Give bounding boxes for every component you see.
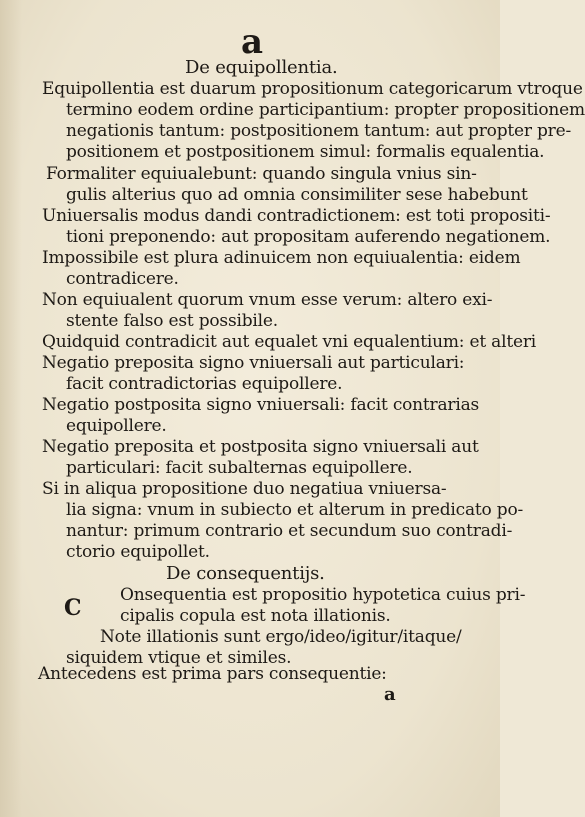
signature-mark: a: [240, 22, 264, 62]
text-line: Si in aliqua propositione duo negatiua vniuersa-: [42, 479, 447, 499]
page-gutter-shadow: [0, 0, 22, 817]
text-line: stente falso est possibile.: [66, 311, 278, 331]
text-line: Formaliter equiualebunt: quando singula vnius sin-: [46, 164, 477, 184]
text-line: Uniuersalis modus dandi contradictionem: est toti propositi-: [42, 206, 551, 226]
text-line: facit contradictorias equipollere.: [66, 374, 343, 394]
text-line: lia signa: vnum in subiecto et alterum in predicato po-: [66, 500, 524, 520]
text-line: Quidquid contradicit aut equalet vni equalentium: et alteri: [42, 332, 537, 352]
text-line: ctorio equipollet.: [66, 542, 210, 562]
text-line: Impossibile est plura adinuicem non equiualentia: eidem: [42, 248, 521, 268]
text-line: Negatio preposita signo vniuersali aut particulari:: [42, 353, 465, 373]
text-line: cipalis copula est nota illationis.: [120, 606, 391, 626]
footer-mark: a: [384, 684, 396, 705]
text-line: tioni preponendo: aut propositam auferendo negationem.: [66, 227, 551, 247]
text-line: particulari: facit subalternas equipollere.: [66, 458, 413, 478]
text-line: nantur: primum contrario et secundum suo contradi-: [66, 521, 513, 541]
text-line: termino eodem ordine participantium: propter propositionem: [66, 100, 585, 120]
text-line: Non equiualent quorum vnum esse verum: altero exi-: [42, 290, 493, 310]
text-line: gulis alterius quo ad omnia consimiliter sese habebunt: [66, 185, 528, 205]
heading-de-consequentijs: De consequentijs.: [166, 563, 325, 584]
text-line: Negatio preposita et postposita signo vniuersali aut: [42, 437, 479, 457]
text-line: positionem et postpositionem simul: formalis equalentia.: [66, 142, 545, 162]
text-line: negationis tantum: postpositionem tantum: aut propter pre-: [66, 121, 572, 141]
text-line: equipollere.: [66, 416, 167, 436]
text-line: Negatio postposita signo vniuersali: facit contrarias: [42, 395, 480, 415]
text-line: Antecedens est prima pars consequentie:: [38, 664, 387, 684]
text-line: Note illationis sunt ergo/ideo/igitur/itaque/: [100, 627, 462, 647]
text-line: Equipollentia est duarum propositionum categoricarum vtroque: [42, 79, 583, 99]
text-line: Onsequentia est propositio hypotetica cuius pri-: [120, 585, 526, 605]
initial-capital: C: [64, 595, 82, 621]
text-line: contradicere.: [66, 269, 179, 289]
text-line: siquidem vtique et similes.: [66, 648, 292, 668]
heading-de-equipollentia: De equipollentia.: [185, 57, 338, 78]
